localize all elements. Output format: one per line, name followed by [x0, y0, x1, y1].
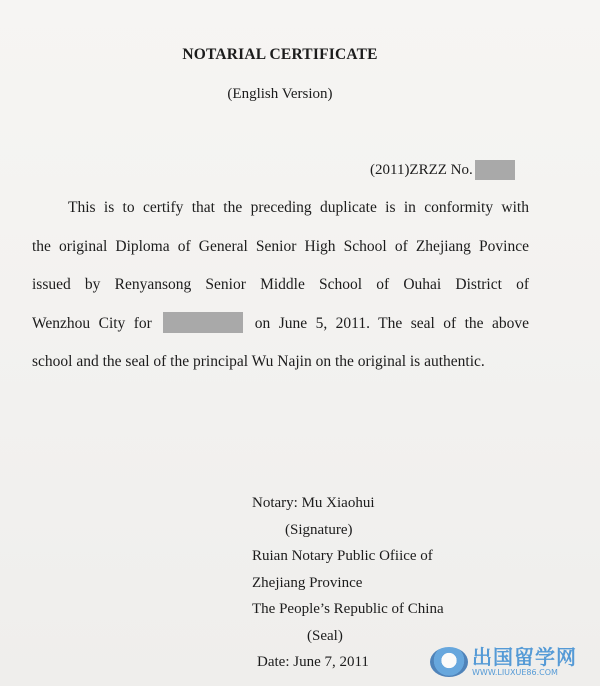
body-line-part: on June 5, 2011. The seal of the above — [254, 314, 530, 332]
office-line: Ruian Notary Public Ofiice of — [252, 548, 433, 564]
date-line: Date: June 7, 2011 — [257, 654, 369, 670]
body-line: This is to certify that the preceding duplicate is in conformity with — [68, 199, 529, 216]
globe-logo-icon — [430, 647, 468, 677]
watermark-name: 出国留学网 — [472, 645, 577, 669]
reference-prefix: (2011)ZRZZ No. — [370, 161, 473, 178]
reference-number — [370, 160, 515, 180]
watermark-text — [472, 647, 577, 677]
body-line: issued by Renyansong Senior Middle School of Ouhai District of — [32, 276, 529, 293]
redaction-box — [163, 312, 243, 333]
document-subtitle: (English Version) — [227, 86, 333, 102]
certificate-body — [32, 194, 529, 387]
signature-label: (Signature) — [285, 521, 353, 538]
body-line: the original Diploma of General Senior High School of Zhejiang Povince — [32, 237, 529, 255]
body-line-part: Wenzhou City for — [32, 314, 152, 332]
signature-block — [252, 490, 444, 676]
document-title: NOTARIAL CERTIFICATE — [182, 46, 378, 63]
office-line: Zhejiang Province — [252, 574, 363, 591]
redaction-box — [475, 160, 515, 180]
notary-name: Notary: Mu Xiaohui — [252, 495, 375, 511]
body-line-with-redaction — [32, 310, 529, 349]
country-line: The People’s Republic of China — [252, 601, 444, 617]
seal-label: (Seal) — [307, 627, 343, 644]
site-watermark — [430, 640, 596, 684]
body-line: school and the seal of the principal Wu Najin on the original is authentic. — [32, 353, 485, 370]
watermark-url: WWW.LIUXUE86.COM — [472, 668, 558, 677]
